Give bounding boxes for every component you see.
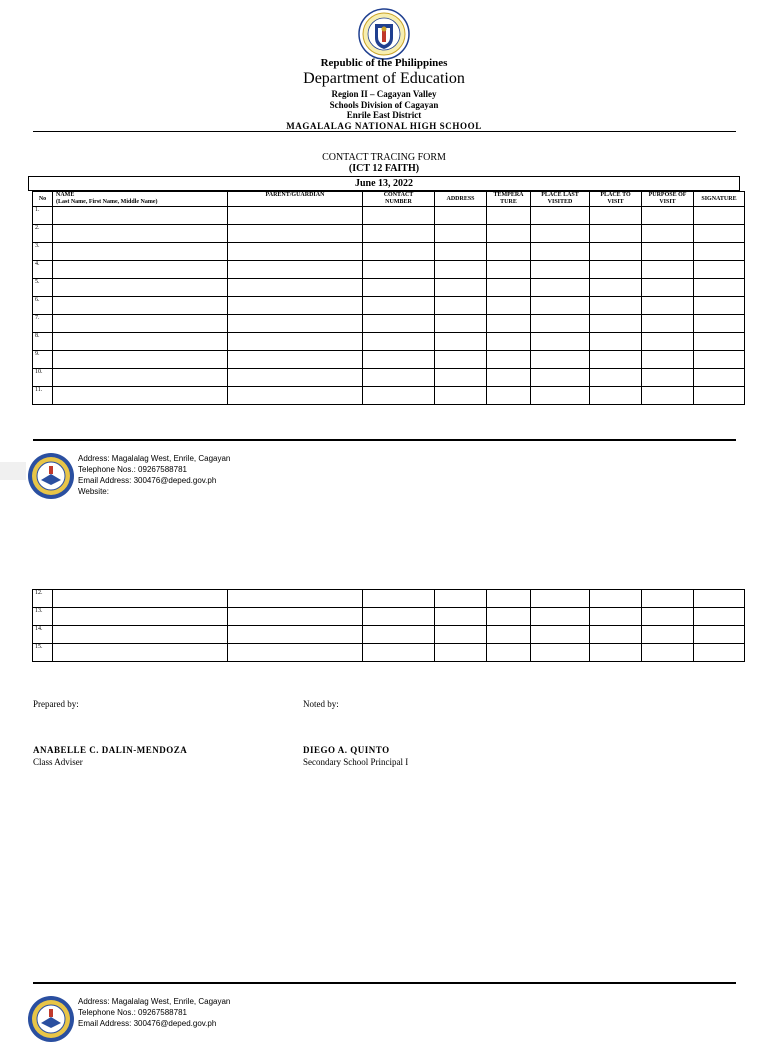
row-number: 6. xyxy=(33,297,53,315)
table-cell[interactable] xyxy=(228,261,363,279)
footer-divider xyxy=(33,439,736,441)
table-cell[interactable] xyxy=(590,333,642,351)
table-cell[interactable] xyxy=(53,261,228,279)
table-cell[interactable] xyxy=(228,333,363,351)
row-number: 8. xyxy=(33,333,53,351)
table-cell[interactable] xyxy=(435,626,487,644)
row-number: 10. xyxy=(33,369,53,387)
table-cell[interactable] xyxy=(435,297,487,315)
footer-contact-block-2 xyxy=(78,996,230,1029)
table-cell[interactable] xyxy=(694,261,745,279)
table-cell[interactable] xyxy=(531,279,590,297)
table-cell[interactable] xyxy=(53,297,228,315)
footer-divider-2 xyxy=(33,982,736,984)
row-number: 3. xyxy=(33,243,53,261)
table-cell[interactable] xyxy=(642,315,694,333)
division-heading: Schools Division of Cagayan xyxy=(329,100,439,110)
table-row xyxy=(33,207,745,225)
table-row xyxy=(33,225,745,243)
table-cell[interactable] xyxy=(531,225,590,243)
table-cell[interactable] xyxy=(487,590,531,608)
table-cell[interactable] xyxy=(642,297,694,315)
table-cell[interactable] xyxy=(53,387,228,405)
table-cell[interactable] xyxy=(694,369,745,387)
row-number: 4. xyxy=(33,261,53,279)
table-cell[interactable] xyxy=(228,315,363,333)
table-cell[interactable] xyxy=(531,351,590,369)
table-cell[interactable] xyxy=(694,243,745,261)
table-cell[interactable] xyxy=(487,626,531,644)
table-cell[interactable] xyxy=(694,626,745,644)
col-contact: CONTACT NUMBER xyxy=(363,192,435,207)
row-number: 2. xyxy=(33,225,53,243)
table-row xyxy=(33,608,745,626)
table-row xyxy=(33,243,745,261)
col-no: No xyxy=(33,192,53,207)
table-cell[interactable] xyxy=(435,225,487,243)
table-cell[interactable] xyxy=(694,351,745,369)
table-cell[interactable] xyxy=(228,608,363,626)
table-cell[interactable] xyxy=(363,243,435,261)
table-cell[interactable] xyxy=(590,279,642,297)
table-cell[interactable] xyxy=(642,626,694,644)
table-cell[interactable] xyxy=(694,225,745,243)
table-cell[interactable] xyxy=(228,279,363,297)
table-cell[interactable] xyxy=(694,644,745,662)
table-cell[interactable] xyxy=(363,207,435,225)
table-row xyxy=(33,387,745,405)
table-cell[interactable] xyxy=(435,279,487,297)
contact-tracing-table xyxy=(32,191,745,405)
prepared-by-label: Prepared by: xyxy=(33,699,79,709)
table-cell[interactable] xyxy=(642,590,694,608)
table-cell[interactable] xyxy=(228,207,363,225)
table-row xyxy=(33,369,745,387)
table-cell[interactable] xyxy=(487,644,531,662)
col-name: NAME (Last Name, First Name, Middle Name) xyxy=(53,192,228,207)
scan-margin xyxy=(0,462,26,480)
table-cell[interactable] xyxy=(487,369,531,387)
row-number: 13. xyxy=(33,608,53,626)
table-cell[interactable] xyxy=(590,608,642,626)
col-place-last: PLACE LAST VISITED xyxy=(531,192,590,207)
table-cell[interactable] xyxy=(531,590,590,608)
table-cell[interactable] xyxy=(531,387,590,405)
table-cell[interactable] xyxy=(531,626,590,644)
row-number: 5. xyxy=(33,279,53,297)
table-cell[interactable] xyxy=(694,333,745,351)
table-cell[interactable] xyxy=(642,333,694,351)
noted-by-role: Secondary School Principal I xyxy=(303,757,409,767)
table-row xyxy=(33,626,745,644)
form-section: (ICT 12 FAITH) xyxy=(348,163,420,174)
region-heading: Region II – Cagayan Valley xyxy=(331,89,437,99)
form-title: CONTACT TRACING FORM xyxy=(322,152,446,163)
table-cell[interactable] xyxy=(363,626,435,644)
table-cell[interactable] xyxy=(487,387,531,405)
table-cell[interactable] xyxy=(53,644,228,662)
noted-by-name: DIEGO A. QUINTO xyxy=(303,745,390,755)
table-row xyxy=(33,333,745,351)
table-cell[interactable] xyxy=(694,387,745,405)
table-cell[interactable] xyxy=(642,387,694,405)
table-cell[interactable] xyxy=(435,315,487,333)
table-cell[interactable] xyxy=(531,243,590,261)
table-cell[interactable] xyxy=(435,608,487,626)
table-cell[interactable] xyxy=(363,333,435,351)
table-cell[interactable] xyxy=(435,369,487,387)
table-cell[interactable] xyxy=(642,243,694,261)
table-cell[interactable] xyxy=(53,369,228,387)
table-cell[interactable] xyxy=(642,369,694,387)
contact-tracing-table-continued xyxy=(32,589,745,662)
col-place-to: PLACE TO VISIT xyxy=(590,192,642,207)
footer-telephone: Telephone Nos.: 09267588781 xyxy=(78,1008,187,1017)
table-row xyxy=(33,351,745,369)
table-cell[interactable] xyxy=(487,279,531,297)
footer-email: Email Address: 300476@deped.gov.ph xyxy=(78,476,217,485)
table-cell[interactable] xyxy=(53,626,228,644)
footer-address: Address: Magalalag West, Enrile, Cagayan xyxy=(78,997,231,1006)
noted-by-label: Noted by: xyxy=(303,699,339,709)
table-cell[interactable] xyxy=(590,315,642,333)
table-cell[interactable] xyxy=(642,225,694,243)
table-cell[interactable] xyxy=(363,369,435,387)
row-number: 15. xyxy=(33,644,53,662)
table-cell[interactable] xyxy=(53,315,228,333)
table-cell[interactable] xyxy=(487,243,531,261)
table-cell[interactable] xyxy=(590,225,642,243)
school-logo-icon xyxy=(27,995,75,1043)
row-number: 9. xyxy=(33,351,53,369)
table-cell[interactable] xyxy=(228,225,363,243)
school-heading: MAGALALAG NATIONAL HIGH SCHOOL xyxy=(286,121,482,131)
table-cell[interactable] xyxy=(487,315,531,333)
prepared-by-role: Class Adviser xyxy=(33,757,83,767)
table-cell[interactable] xyxy=(590,590,642,608)
table-cell[interactable] xyxy=(694,315,745,333)
header-divider xyxy=(33,131,736,132)
table-cell[interactable] xyxy=(487,351,531,369)
table-cell[interactable] xyxy=(487,225,531,243)
table-cell[interactable] xyxy=(228,590,363,608)
table-cell[interactable] xyxy=(53,590,228,608)
table-cell[interactable] xyxy=(531,207,590,225)
table-cell[interactable] xyxy=(487,261,531,279)
table-row xyxy=(33,279,745,297)
table-cell[interactable] xyxy=(363,590,435,608)
prepared-by-name: ANABELLE C. DALIN-MENDOZA xyxy=(33,745,188,755)
district-heading: Enrile East District xyxy=(346,110,422,120)
table-cell[interactable] xyxy=(435,261,487,279)
table-cell[interactable] xyxy=(642,351,694,369)
row-number: 1. xyxy=(33,207,53,225)
footer-contact-block xyxy=(78,453,230,497)
table-cell[interactable] xyxy=(642,279,694,297)
table-cell[interactable] xyxy=(694,608,745,626)
col-temperature: TEMPERA TURE xyxy=(487,192,531,207)
table-cell[interactable] xyxy=(590,626,642,644)
table-cell[interactable] xyxy=(531,369,590,387)
table-cell[interactable] xyxy=(694,207,745,225)
table-cell[interactable] xyxy=(228,351,363,369)
deped-seal-icon xyxy=(358,8,410,60)
table-cell[interactable] xyxy=(53,279,228,297)
table-cell[interactable] xyxy=(642,608,694,626)
table-cell[interactable] xyxy=(642,261,694,279)
table-row xyxy=(33,644,745,662)
row-number: 12. xyxy=(33,590,53,608)
table-cell[interactable] xyxy=(228,626,363,644)
table-header-row xyxy=(33,192,745,207)
table-cell[interactable] xyxy=(53,333,228,351)
table-cell[interactable] xyxy=(53,207,228,225)
col-purpose: PURPOSE OF VISIT xyxy=(642,192,694,207)
table-cell[interactable] xyxy=(531,261,590,279)
table-cell[interactable] xyxy=(53,351,228,369)
table-cell[interactable] xyxy=(590,351,642,369)
table-cell[interactable] xyxy=(228,644,363,662)
col-address: ADDRESS xyxy=(435,192,487,207)
table-cell[interactable] xyxy=(531,644,590,662)
table-cell[interactable] xyxy=(228,243,363,261)
row-number: 14. xyxy=(33,626,53,644)
table-row xyxy=(33,315,745,333)
table-cell[interactable] xyxy=(363,351,435,369)
table-cell[interactable] xyxy=(435,243,487,261)
table-cell[interactable] xyxy=(363,315,435,333)
table-cell[interactable] xyxy=(642,644,694,662)
table-cell[interactable] xyxy=(228,369,363,387)
table-cell[interactable] xyxy=(363,225,435,243)
col-parent: PARENT/GUARDIAN xyxy=(228,192,363,207)
footer-email: Email Address: 300476@deped.gov.ph xyxy=(78,1019,217,1028)
table-cell[interactable] xyxy=(363,644,435,662)
table-cell[interactable] xyxy=(228,387,363,405)
table-cell[interactable] xyxy=(435,387,487,405)
table-cell[interactable] xyxy=(531,297,590,315)
table-cell[interactable] xyxy=(531,608,590,626)
table-cell[interactable] xyxy=(363,297,435,315)
table-cell[interactable] xyxy=(694,590,745,608)
table-cell[interactable] xyxy=(487,207,531,225)
table-cell[interactable] xyxy=(363,608,435,626)
table-cell[interactable] xyxy=(487,608,531,626)
table-cell[interactable] xyxy=(590,261,642,279)
table-row xyxy=(33,297,745,315)
school-logo-icon xyxy=(27,452,75,500)
republic-heading: Republic of the Philippines xyxy=(320,57,448,69)
table-cell[interactable] xyxy=(53,243,228,261)
table-cell[interactable] xyxy=(694,297,745,315)
table-cell[interactable] xyxy=(435,644,487,662)
table-cell[interactable] xyxy=(435,590,487,608)
table-cell[interactable] xyxy=(590,207,642,225)
table-cell[interactable] xyxy=(435,207,487,225)
table-cell[interactable] xyxy=(487,297,531,315)
table-cell[interactable] xyxy=(435,333,487,351)
table-cell[interactable] xyxy=(531,315,590,333)
row-number: 11. xyxy=(33,387,53,405)
department-heading: Department of Education xyxy=(303,70,465,87)
table-cell[interactable] xyxy=(590,644,642,662)
table-cell[interactable] xyxy=(531,333,590,351)
table-cell[interactable] xyxy=(590,243,642,261)
table-cell[interactable] xyxy=(435,351,487,369)
table-cell[interactable] xyxy=(590,297,642,315)
col-signature: SIGNATURE xyxy=(694,192,745,207)
table-cell[interactable] xyxy=(694,279,745,297)
footer-telephone: Telephone Nos.: 09267588781 xyxy=(78,465,187,474)
table-cell[interactable] xyxy=(487,333,531,351)
row-number: 7. xyxy=(33,315,53,333)
table-cell[interactable] xyxy=(363,387,435,405)
table-row xyxy=(33,590,745,608)
form-date: June 13, 2022 xyxy=(28,176,740,191)
table-cell[interactable] xyxy=(590,387,642,405)
table-row xyxy=(33,261,745,279)
footer-website: Website: xyxy=(78,487,109,496)
table-cell[interactable] xyxy=(228,297,363,315)
table-cell[interactable] xyxy=(363,279,435,297)
table-cell[interactable] xyxy=(590,369,642,387)
table-cell[interactable] xyxy=(642,207,694,225)
footer-address: Address: Magalalag West, Enrile, Cagayan xyxy=(78,454,231,463)
table-cell[interactable] xyxy=(53,608,228,626)
table-cell[interactable] xyxy=(53,225,228,243)
table-cell[interactable] xyxy=(363,261,435,279)
